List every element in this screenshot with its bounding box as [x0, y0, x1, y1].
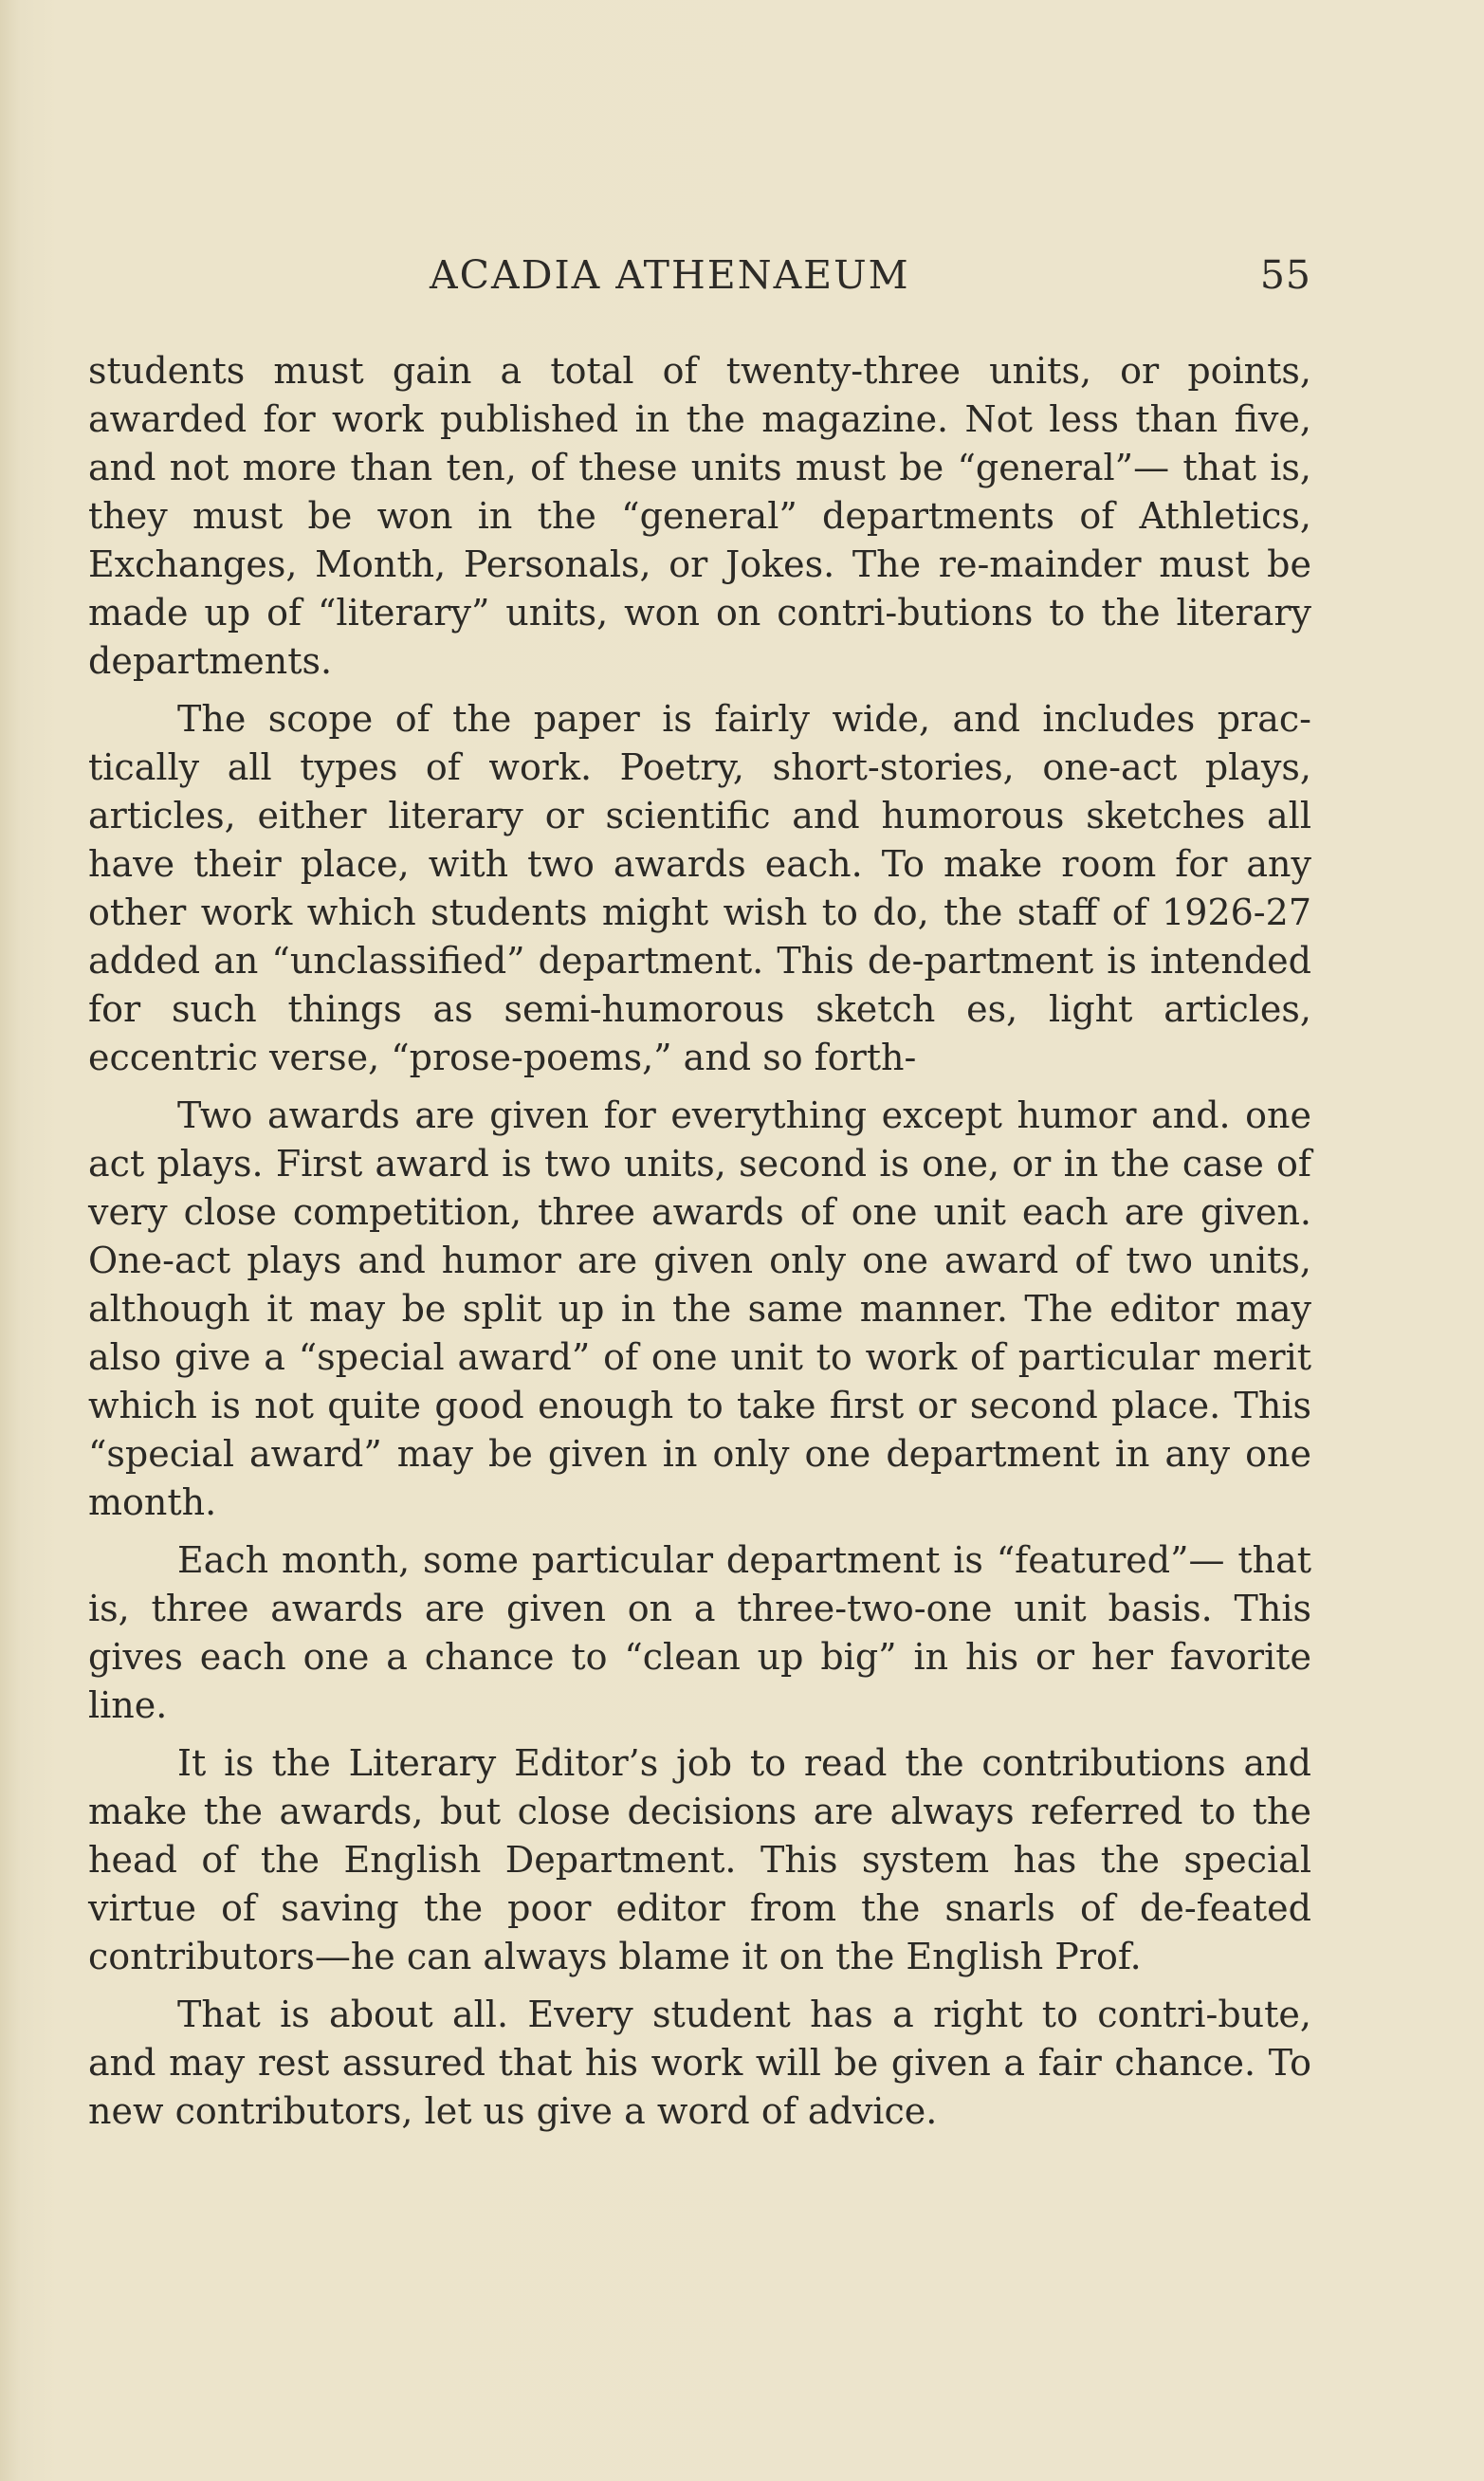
page-header [88, 252, 1311, 309]
page-number: 55 [1259, 252, 1311, 298]
running-title: ACADIA ATHENAEUM [430, 252, 910, 298]
paragraph-5: It is the Literary Editor’s job to read the contributions and make the awards, but close decisions are always referred to the head of the English Department. This system has the special virtue of saving the poor editor from the snarls of de-feated contributors—he can always blame it on the English Prof. [88, 1742, 1311, 1977]
paragraph-2: The scope of the paper is fairly wide, and includes prac-tically all types of work. Poetry, short-stories, one-act plays, articles, either literary or scientific and humorous sketches all have their place, with two awards each. To make room for any other work which students might wish to do, the staff of 1926-27 added an “unclassified” department. This de-partment is intended for such things as semi-humorous sketch es, light articles, eccentric verse, “prose-poems,” and so forth- [88, 698, 1311, 1078]
paragraph-4: Each month, some particular department is “featured”— that is, three awards are given on a three-two-one unit basis. This gives each one a chance to “clean up big” in his or her favorite line. [88, 1539, 1311, 1726]
body-text [88, 347, 1311, 2145]
paragraph-1: students must gain a total of twenty-three units, or points, awarded for work published in the magazine. Not less than five, and not more than ten, of these units must be “general”— that is, they must be won in the “general” departments of Athletics, Exchanges, Month, Personals, or Jokes. The re-mainder must be made up of “literary” units, won on contri-butions to the literary departments. [88, 350, 1311, 682]
paragraph-6: That is about all. Every student has a right to contri-bute, and may rest assured that his work will be given a fair chance. To new contributors, let us give a word of advice. [88, 1994, 1311, 2132]
paragraph-3: Two awards are given for everything except humor and. one act plays. First award is two units, second is one, or in the case of very close competition, three awards of one unit each are given. One-act plays and humor are given only one award of two units, although it may be split up in the same manner. The editor may also give a “special award” of one unit to work of particular merit which is not quite good enough to take first or second place. This “special award” may be given in only one department in any one month. [88, 1094, 1311, 1523]
